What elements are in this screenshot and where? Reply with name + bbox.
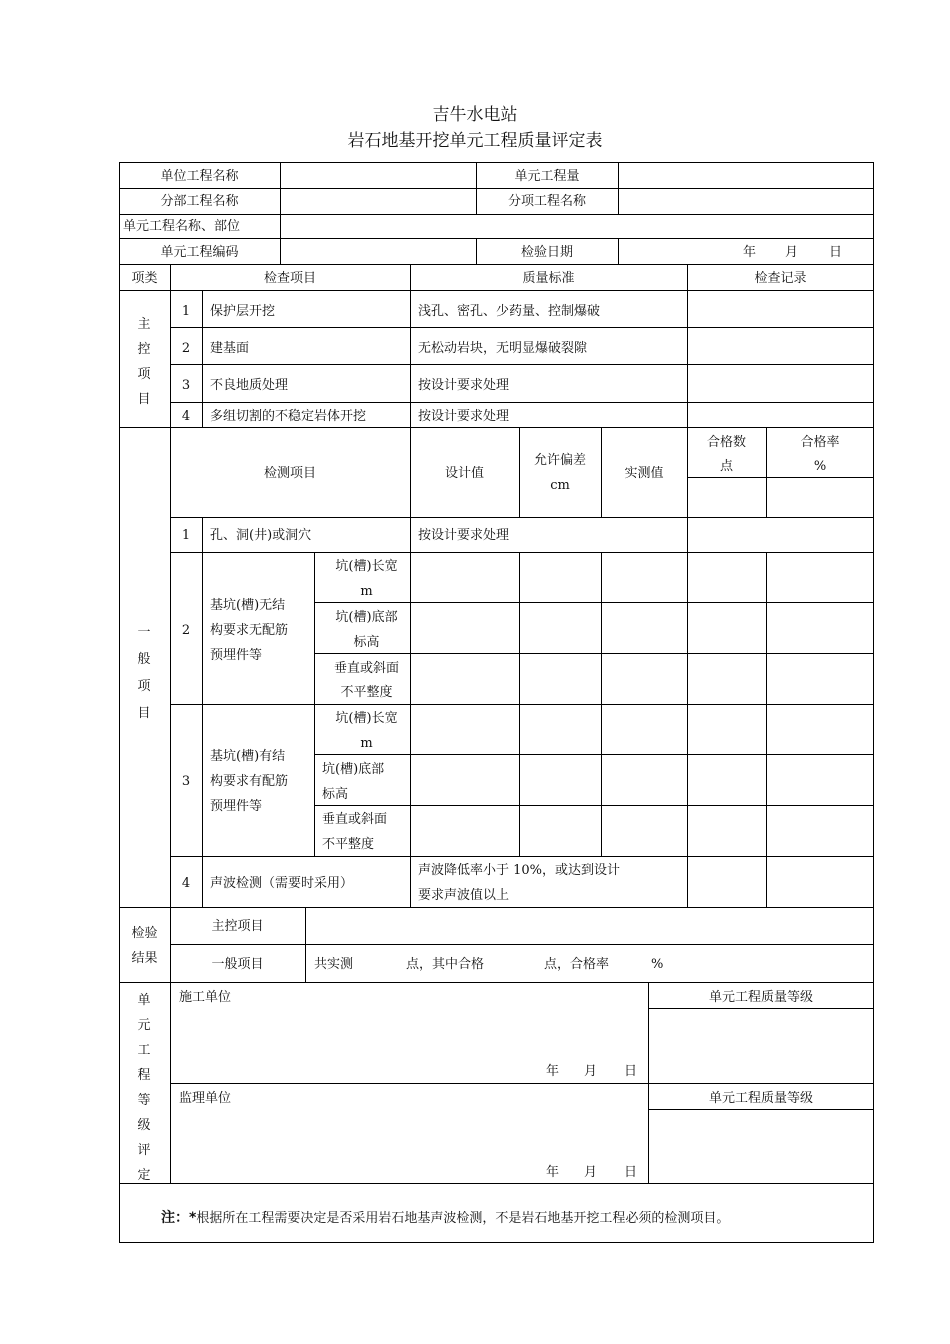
sub-item-label: 不平整度 (322, 837, 375, 852)
unit-work-code-label: 单元工程编码 (160, 245, 239, 260)
measure-item-header: 检测项目 (263, 466, 316, 481)
grid-line (119, 982, 874, 983)
grid-line (170, 1083, 874, 1084)
sub-item-label: 坑(槽)底部 (335, 610, 398, 625)
general-row-standard: 声波降低率小于 10%，或达到设计 (418, 863, 621, 878)
main-items-label: 主 控 项 目 (137, 317, 151, 407)
sub-item-label: 坑(槽)长宽 (335, 559, 398, 574)
main-row-item: 保护层开挖 (210, 304, 276, 319)
contractor-day: 日 (624, 1064, 638, 1079)
results-general-text: 点，其中合格 (406, 957, 485, 972)
results-general-text: % (651, 957, 664, 972)
grid-line (170, 552, 874, 553)
form-border (119, 162, 874, 1243)
grading-label: 单 元 工 程 等 级 评 定 (137, 993, 151, 1183)
results-main-label: 主控项目 (211, 919, 264, 934)
grid-line (280, 162, 281, 214)
supervisor-day: 日 (624, 1165, 638, 1180)
sub-item-unit: m (360, 736, 373, 751)
supervisor-year: 年 (546, 1165, 560, 1180)
general-row-item: 声波检测（需要时采用） (210, 876, 354, 891)
supervisor-month: 月 (584, 1165, 598, 1180)
general-row-group: 基坑(槽)有结 构要求有配筋 预埋件等 (210, 749, 289, 814)
grid-line (170, 944, 874, 945)
contractor-label: 施工单位 (179, 990, 232, 1005)
results-general-label: 一般项目 (211, 957, 264, 972)
general-items-label: 一 般 项 目 (137, 625, 151, 721)
grid-line (314, 805, 874, 806)
grid-line (618, 162, 619, 214)
quality-grade-label: 单元工程质量等级 (708, 990, 813, 1005)
sub-item-label: 标高 (322, 787, 349, 802)
sub-project-name-label: 分部工程名称 (160, 194, 239, 209)
grid-line (170, 856, 874, 857)
item-project-name-label: 分项工程名称 (507, 194, 586, 209)
sub-item-label: 不平整度 (340, 685, 393, 700)
main-row-item: 不良地质处理 (210, 378, 289, 393)
sub-item-label: 坑(槽)长宽 (335, 711, 398, 726)
inspection-date-label: 检验日期 (520, 245, 573, 260)
pass-rate-header: 合格率 (800, 435, 840, 450)
grid-line (618, 238, 619, 264)
quality-evaluation-form (119, 162, 874, 1243)
main-row-no: 1 (181, 304, 191, 319)
sub-item-label: 垂直或斜面 (333, 661, 399, 676)
grid-line (170, 704, 874, 705)
results-general-text: 点，合格率 (544, 957, 610, 972)
contractor-month: 月 (584, 1064, 598, 1079)
main-row-standard: 浅孔、密孔、少药量、控制爆破 (418, 304, 601, 319)
general-row-group: 基坑(槽)无结 构要求无配筋 预埋件等 (210, 598, 289, 663)
main-row-standard: 按设计要求处理 (418, 378, 510, 393)
main-row-standard: 无松动岩块，无明显爆破裂隙 (418, 341, 588, 356)
measured-value-header: 实测值 (624, 466, 664, 481)
grid-line (202, 517, 203, 907)
main-row-no: 4 (181, 409, 191, 424)
grid-line (170, 327, 874, 328)
supervisor-label: 监理单位 (179, 1091, 232, 1106)
grid-line (119, 1183, 874, 1184)
station-name: 吉牛水电站 (432, 105, 518, 125)
tolerance-header: 允许偏差 (533, 453, 586, 468)
contractor-year: 年 (546, 1064, 560, 1079)
main-row-standard: 按设计要求处理 (418, 409, 510, 424)
general-row-no: 4 (181, 876, 191, 891)
results-label: 检验 (131, 926, 158, 941)
qualified-points-unit: 点 (719, 459, 733, 474)
unit-project-name-label: 单位工程名称 (160, 169, 239, 184)
grid-line (280, 238, 281, 264)
main-row-item: 多组切割的不稳定岩体开挖 (210, 409, 367, 424)
results-general-text: 共实测 (314, 957, 354, 972)
grid-line (202, 290, 203, 427)
unit-work-name-location-label: 单元工程名称、部位 (123, 219, 241, 234)
sub-item-label: 坑(槽)底部 (322, 762, 385, 777)
footnote-prefix: 注：* (161, 1210, 197, 1226)
pass-rate-unit: % (813, 459, 827, 474)
sub-item-unit: m (360, 584, 373, 599)
general-row-no: 2 (181, 623, 191, 638)
sub-item-label: 标高 (353, 635, 380, 650)
date-year: 年 (743, 245, 757, 260)
grid-line (280, 214, 281, 238)
quality-grade-label: 单元工程质量等级 (708, 1091, 813, 1106)
quality-standard-header: 质量标准 (522, 271, 575, 286)
qualified-points-header: 合格数 (706, 435, 746, 450)
tolerance-unit: cm (550, 478, 570, 493)
results-label: 结果 (131, 951, 158, 966)
main-row-no: 3 (181, 378, 191, 393)
grid-line (170, 402, 874, 403)
general-row-standard: 要求声波值以上 (418, 888, 510, 903)
grid-line (170, 517, 874, 518)
footnote-text: 根据所在工程需要决定是否采用岩石地基声波检测，不是岩石地基开挖工程必须的检测项目。 (196, 1211, 730, 1226)
grid-line (170, 364, 874, 365)
design-value-header: 设计值 (444, 466, 484, 481)
category-header: 项类 (131, 271, 158, 286)
general-row-no: 1 (181, 528, 191, 543)
general-row-standard: 按设计要求处理 (418, 528, 510, 543)
date-day: 日 (829, 245, 843, 260)
check-item-header: 检查项目 (263, 271, 316, 286)
sub-item-label: 垂直或斜面 (322, 812, 388, 827)
form-title: 岩石地基开挖单元工程质量评定表 (347, 131, 603, 151)
check-record-header: 检查记录 (754, 271, 807, 286)
general-row-item: 孔、洞(井)或洞穴 (210, 528, 312, 543)
grid-line (766, 552, 767, 907)
date-month: 月 (785, 245, 799, 260)
main-row-item: 建基面 (210, 341, 250, 356)
footnote (161, 1207, 729, 1227)
grid-line (687, 264, 688, 907)
unit-work-quantity-label: 单元工程量 (514, 169, 580, 184)
main-row-no: 2 (181, 341, 191, 356)
general-row-no: 3 (181, 774, 191, 789)
